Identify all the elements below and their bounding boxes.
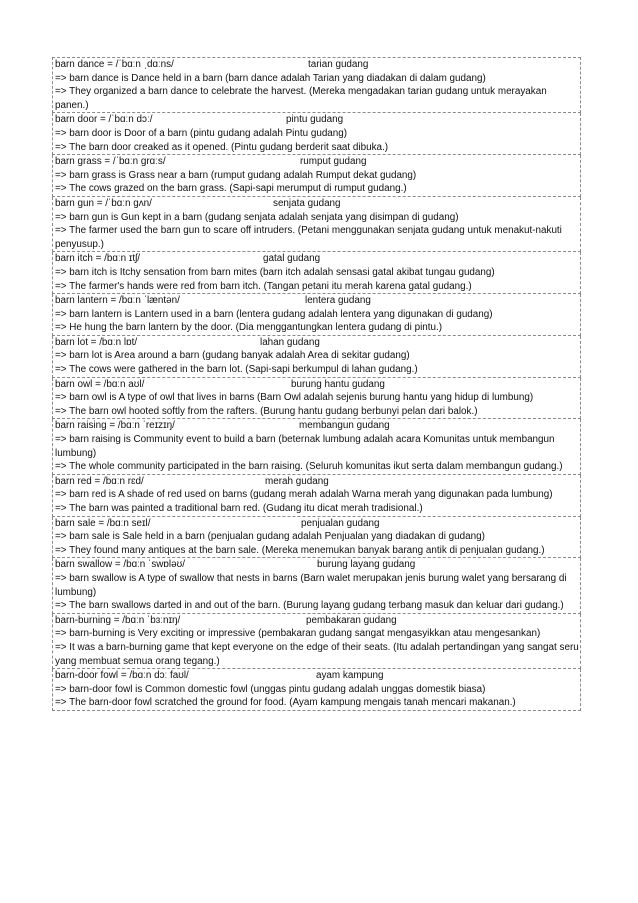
headword-pronunciation: barn grass = /ˈbɑːn ɡrɑːs/ — [55, 156, 166, 168]
example-line: => The farmer's hands were red from barn itch. (Tangan petani itu merah karena gatal gudang.) — [55, 280, 472, 292]
vocabulary-document — [52, 57, 581, 711]
definition-line: => barn grass is Grass near a barn (rumput gudang adalah Rumput dekat gudang) — [55, 169, 417, 181]
entry-heading — [55, 475, 580, 489]
vocab-entry — [52, 113, 581, 155]
example-line: => The farmer used the barn gun to scare off intruders. (Petani menggunakan senjata gudang untuk menakut-nakuti penyusup.) — [55, 225, 562, 250]
translation: membangun gudang — [299, 420, 390, 432]
example-line: => The barn swallows darted in and out of the barn. (Burung layang gudang terbang masuk dan keluar dari gudang.) — [55, 600, 564, 612]
definition-line: => barn-burning is Very exciting or impressive (pembakaran gudang sangat mengasyikkan atau mengesankan) — [55, 628, 541, 640]
translation: lahan gudang — [260, 336, 320, 348]
definition-line: => barn lantern is Lantern used in a barn (lentera gudang adalah lentera yang digunakan di gudang) — [55, 308, 493, 320]
translation: ayam kampung — [316, 670, 384, 682]
headword-pronunciation: barn raising = /bɑːn ˈreɪzɪŋ/ — [55, 420, 175, 432]
entry-heading — [55, 378, 580, 392]
translation: pembakaran gudang — [306, 614, 397, 626]
definition-line: => barn door is Door of a barn (pintu gudang adalah Pintu gudang) — [55, 127, 348, 139]
translation: rumput gudang — [300, 156, 367, 168]
entry-heading — [55, 419, 580, 433]
translation: lentera gudang — [305, 295, 371, 307]
headword-pronunciation: barn swallow = /bɑːn ˈswɒləʊ/ — [55, 559, 185, 571]
definition-line: => barn red is A shade of red used on barns (gudang merah adalah Warna merah yang digunakan pada lumbung) — [55, 489, 553, 501]
definition-line: => barn gun is Gun kept in a barn (gudang senjata adalah senjata yang disimpan di gudang) — [55, 211, 459, 223]
definition-line: => barn owl is A type of owl that lives in barns (Barn Owl adalah sejenis burung hantu yang hidup di lumbung) — [55, 392, 534, 404]
example-line: => They organized a barn dance to celebrate the harvest. (Mereka mengadakan tarian gudang untuk merayakan panen.) — [55, 86, 547, 111]
vocab-entry — [52, 336, 581, 378]
vocab-entry — [52, 155, 581, 197]
entry-heading — [55, 336, 580, 350]
headword-pronunciation: barn red = /bɑːn rɛd/ — [55, 475, 144, 487]
definition-line: => barn dance is Dance held in a barn (barn dance adalah Tarian yang diadakan di dalam gudang) — [55, 72, 486, 84]
example-line: => They found many antiques at the barn sale. (Mereka menemukan banyak barang antik di penjualan gudang.) — [55, 544, 545, 556]
translation: penjualan gudang — [301, 517, 380, 529]
vocab-entry — [52, 475, 581, 517]
vocab-entry — [52, 517, 581, 559]
definition-line: => barn lot is Area around a barn (gudang banyak adalah Area di sekitar gudang) — [55, 350, 410, 362]
headword-pronunciation: barn sale = /bɑːn seɪl/ — [55, 517, 151, 529]
vocab-entry — [52, 669, 581, 711]
translation: pintu gudang — [286, 114, 344, 126]
example-line: => The barn door creaked as it opened. (Pintu gudang berderit saat dibuka.) — [55, 141, 389, 153]
example-line: => The whole community participated in the barn raising. (Seluruh komunitas ikut serta dalam membangun gudang.) — [55, 461, 563, 473]
entry-heading — [55, 614, 580, 628]
vocab-entry — [52, 252, 581, 294]
entry-heading — [55, 517, 580, 531]
vocab-entry — [52, 419, 581, 474]
headword-pronunciation: barn door = /ˈbɑːn dɔː/ — [55, 114, 153, 126]
entry-heading — [55, 113, 580, 127]
entry-heading — [55, 558, 580, 572]
translation: tarian gudang — [308, 59, 369, 70]
headword-pronunciation: barn lantern = /bɑːn ˈlæntən/ — [55, 295, 180, 307]
definition-line: => barn raising is Community event to build a barn (beternak lumbung adalah acara Komunitas untuk membangun lumbung) — [55, 434, 555, 459]
entry-heading — [55, 155, 580, 169]
example-line: => The barn owl hooted softly from the rafters. (Burung hantu gudang berbunyi pelan dari balok.) — [55, 405, 478, 417]
definition-line: => barn itch is Itchy sensation from barn mites (barn itch adalah sensasi gatal akibat tungau gudang) — [55, 266, 495, 278]
headword-pronunciation: barn-burning = /bɑːn ˈbɜːnɪŋ/ — [55, 614, 181, 626]
translation: burung hantu gudang — [291, 378, 385, 390]
headword-pronunciation: barn gun = /ˈbɑːn ɡʌn/ — [55, 197, 152, 209]
translation: merah gudang — [265, 475, 329, 487]
headword-pronunciation: barn itch = /bɑːn ɪtʃ/ — [55, 253, 141, 265]
definition-line: => barn-door fowl is Common domestic fowl (unggas pintu gudang adalah unggas domestik biasa) — [55, 683, 486, 695]
example-line: => He hung the barn lantern by the door. (Dia menggantungkan lentera gudang di pintu.) — [55, 322, 443, 334]
vocab-entry — [52, 57, 581, 113]
vocab-entry — [52, 558, 581, 613]
headword-pronunciation: barn dance = /ˈbɑːn ˌdɑːns/ — [55, 59, 174, 70]
entry-heading — [55, 197, 580, 211]
headword-pronunciation: barn owl = /bɑːn aʊl/ — [55, 378, 145, 390]
headword-pronunciation: barn-door fowl = /bɑːn dɔː faʊl/ — [55, 670, 189, 682]
vocab-entry — [52, 614, 581, 669]
translation: burung layang gudang — [317, 559, 416, 571]
translation: senjata gudang — [273, 197, 341, 209]
example-line: => The cows were gathered in the barn lot. (Sapi-sapi berkumpul di lahan gudang.) — [55, 364, 418, 376]
entry-heading — [55, 669, 580, 683]
definition-line: => barn swallow is A type of swallow that nests in barns (Barn walet merupakan jenis burung walet yang bersarang di lumbung) — [55, 572, 567, 598]
entry-heading — [55, 58, 580, 72]
definition-line: => barn sale is Sale held in a barn (penjualan gudang adalah Penjualan yang diadakan di gudang) — [55, 531, 485, 543]
example-line: => The cows grazed on the barn grass. (Sapi-sapi merumput di rumput gudang.) — [55, 183, 407, 195]
vocab-entry — [52, 378, 581, 420]
example-line: => It was a barn-burning game that kept everyone on the edge of their seats. (Itu adalah pertandingan yang sangat seru yang membuat semua orang tegang.) — [55, 641, 579, 667]
vocab-entry — [52, 294, 581, 336]
entry-heading — [55, 252, 580, 266]
vocab-entry — [52, 197, 581, 252]
example-line: => The barn-door fowl scratched the ground for food. (Ayam kampung mengais tanah mencari makanan.) — [55, 697, 516, 709]
translation: gatal gudang — [263, 253, 321, 265]
headword-pronunciation: barn lot = /bɑːn lɒt/ — [55, 336, 138, 348]
example-line: => The barn was painted a traditional barn red. (Gudang itu dicat merah tradisional.) — [55, 503, 423, 514]
entry-heading — [55, 294, 580, 308]
